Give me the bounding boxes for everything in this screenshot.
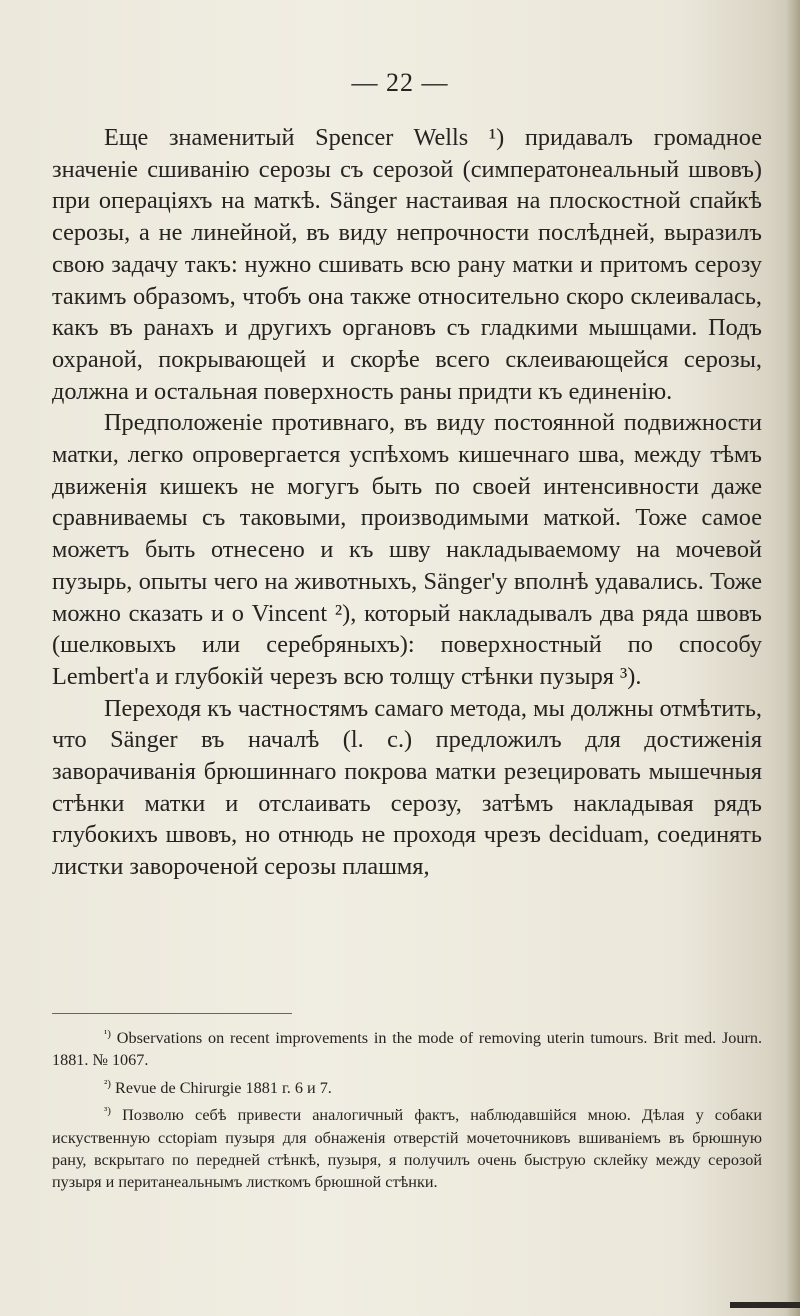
paragraph: Еще знаменитый Spencer Wells ¹) придавалъ громадное значеніе сшиванію серозы съ серозой (симператонеальный швовъ) при операціяхъ на маткѣ. Sänger настаивая на плоскостной спайкѣ серозы, а не линейной, въ виду непрочности послѣдней, выразилъ свою задачу такъ: нужно сшивать всю рану матки и притомъ серозу такимъ образомъ, чтобъ она также относительно скоро склеивалась, какъ въ ранахъ и другихъ органовъ съ гладкими мышцами. Подъ охраной, покрывающей и скорѣе всего склеивающейся серозы, должна и остальная поверхность раны придти къ единенію. bbox=[52, 124, 762, 405]
footnote bbox=[52, 1023, 762, 1072]
page-number: — 22 — bbox=[351, 68, 449, 97]
footnote bbox=[52, 1100, 762, 1194]
footnote-separator bbox=[52, 1013, 292, 1014]
footnotes bbox=[52, 1023, 762, 1195]
footnote-text: Revue de Chirurgie 1881 г. 6 и 7. bbox=[115, 1078, 332, 1097]
paragraph: Предположеніе противнаго, въ виду постоянной подвижности матки, легко опровергается успѣхомъ кишечнаго шва, между тѣмъ движенія кишекъ не могугъ быть по своей интенсивности даже сравниваемы съ таковыми, производимыми маткой. Тоже самое можетъ быть отнесено и къ шву накладываемому на мочевой пузырь, опыты чего на животныхъ, Sänger'у вполнѣ удавались. Тоже можно сказать и о Vincent ²), который накладывалъ два ряда швовъ (шелковыхъ или серебряныхъ): поверхностный по способу Lembert'а и глубокій черезъ всю толщу стѣнки пузыря ³). bbox=[52, 409, 762, 690]
footnote bbox=[52, 1073, 762, 1099]
paragraph: Переходя къ частностямъ самаго метода, мы должны отмѣтить, что Sänger въ началѣ (l. c.) предложилъ для достиженія заворачиванія брюшиннаго покрова матки резецировать мышечныя стѣнки матки и отслаивать серозу, затѣмъ накладывая рядъ глубокихъ швовъ, но отнюдь не проходя чрезъ deciduam, соединять листки завороченой серозы плашмя, bbox=[52, 694, 762, 881]
main-text bbox=[52, 122, 762, 883]
footnote-mark: ³) bbox=[104, 1105, 111, 1118]
footnote-text: Позволю себѣ привести аналогичный фактъ, наблюдавшійся мною. Дѣлая у собаки искуственную cctopiam пузыря для обнаженія отверстій мочеточниковъ вшиваніемъ въ брюшную рану, вскрытаго по передней стѣнкѣ, пузыря, я получилъ очень быструю склейку между серозой пузыря и пеританеальнымъ листкомъ брюшной стѣнки. bbox=[52, 1106, 762, 1192]
footnote-text: Observations on recent improvements in the mode of removing uterin tumours. Brit med. Journ. 1881. № 1067. bbox=[52, 1029, 763, 1070]
footnote-mark: ²) bbox=[104, 1077, 111, 1090]
bottom-edge-mark bbox=[730, 1302, 800, 1308]
page-edge-shadow bbox=[786, 0, 800, 1316]
footnote-mark: ¹) bbox=[104, 1028, 111, 1040]
